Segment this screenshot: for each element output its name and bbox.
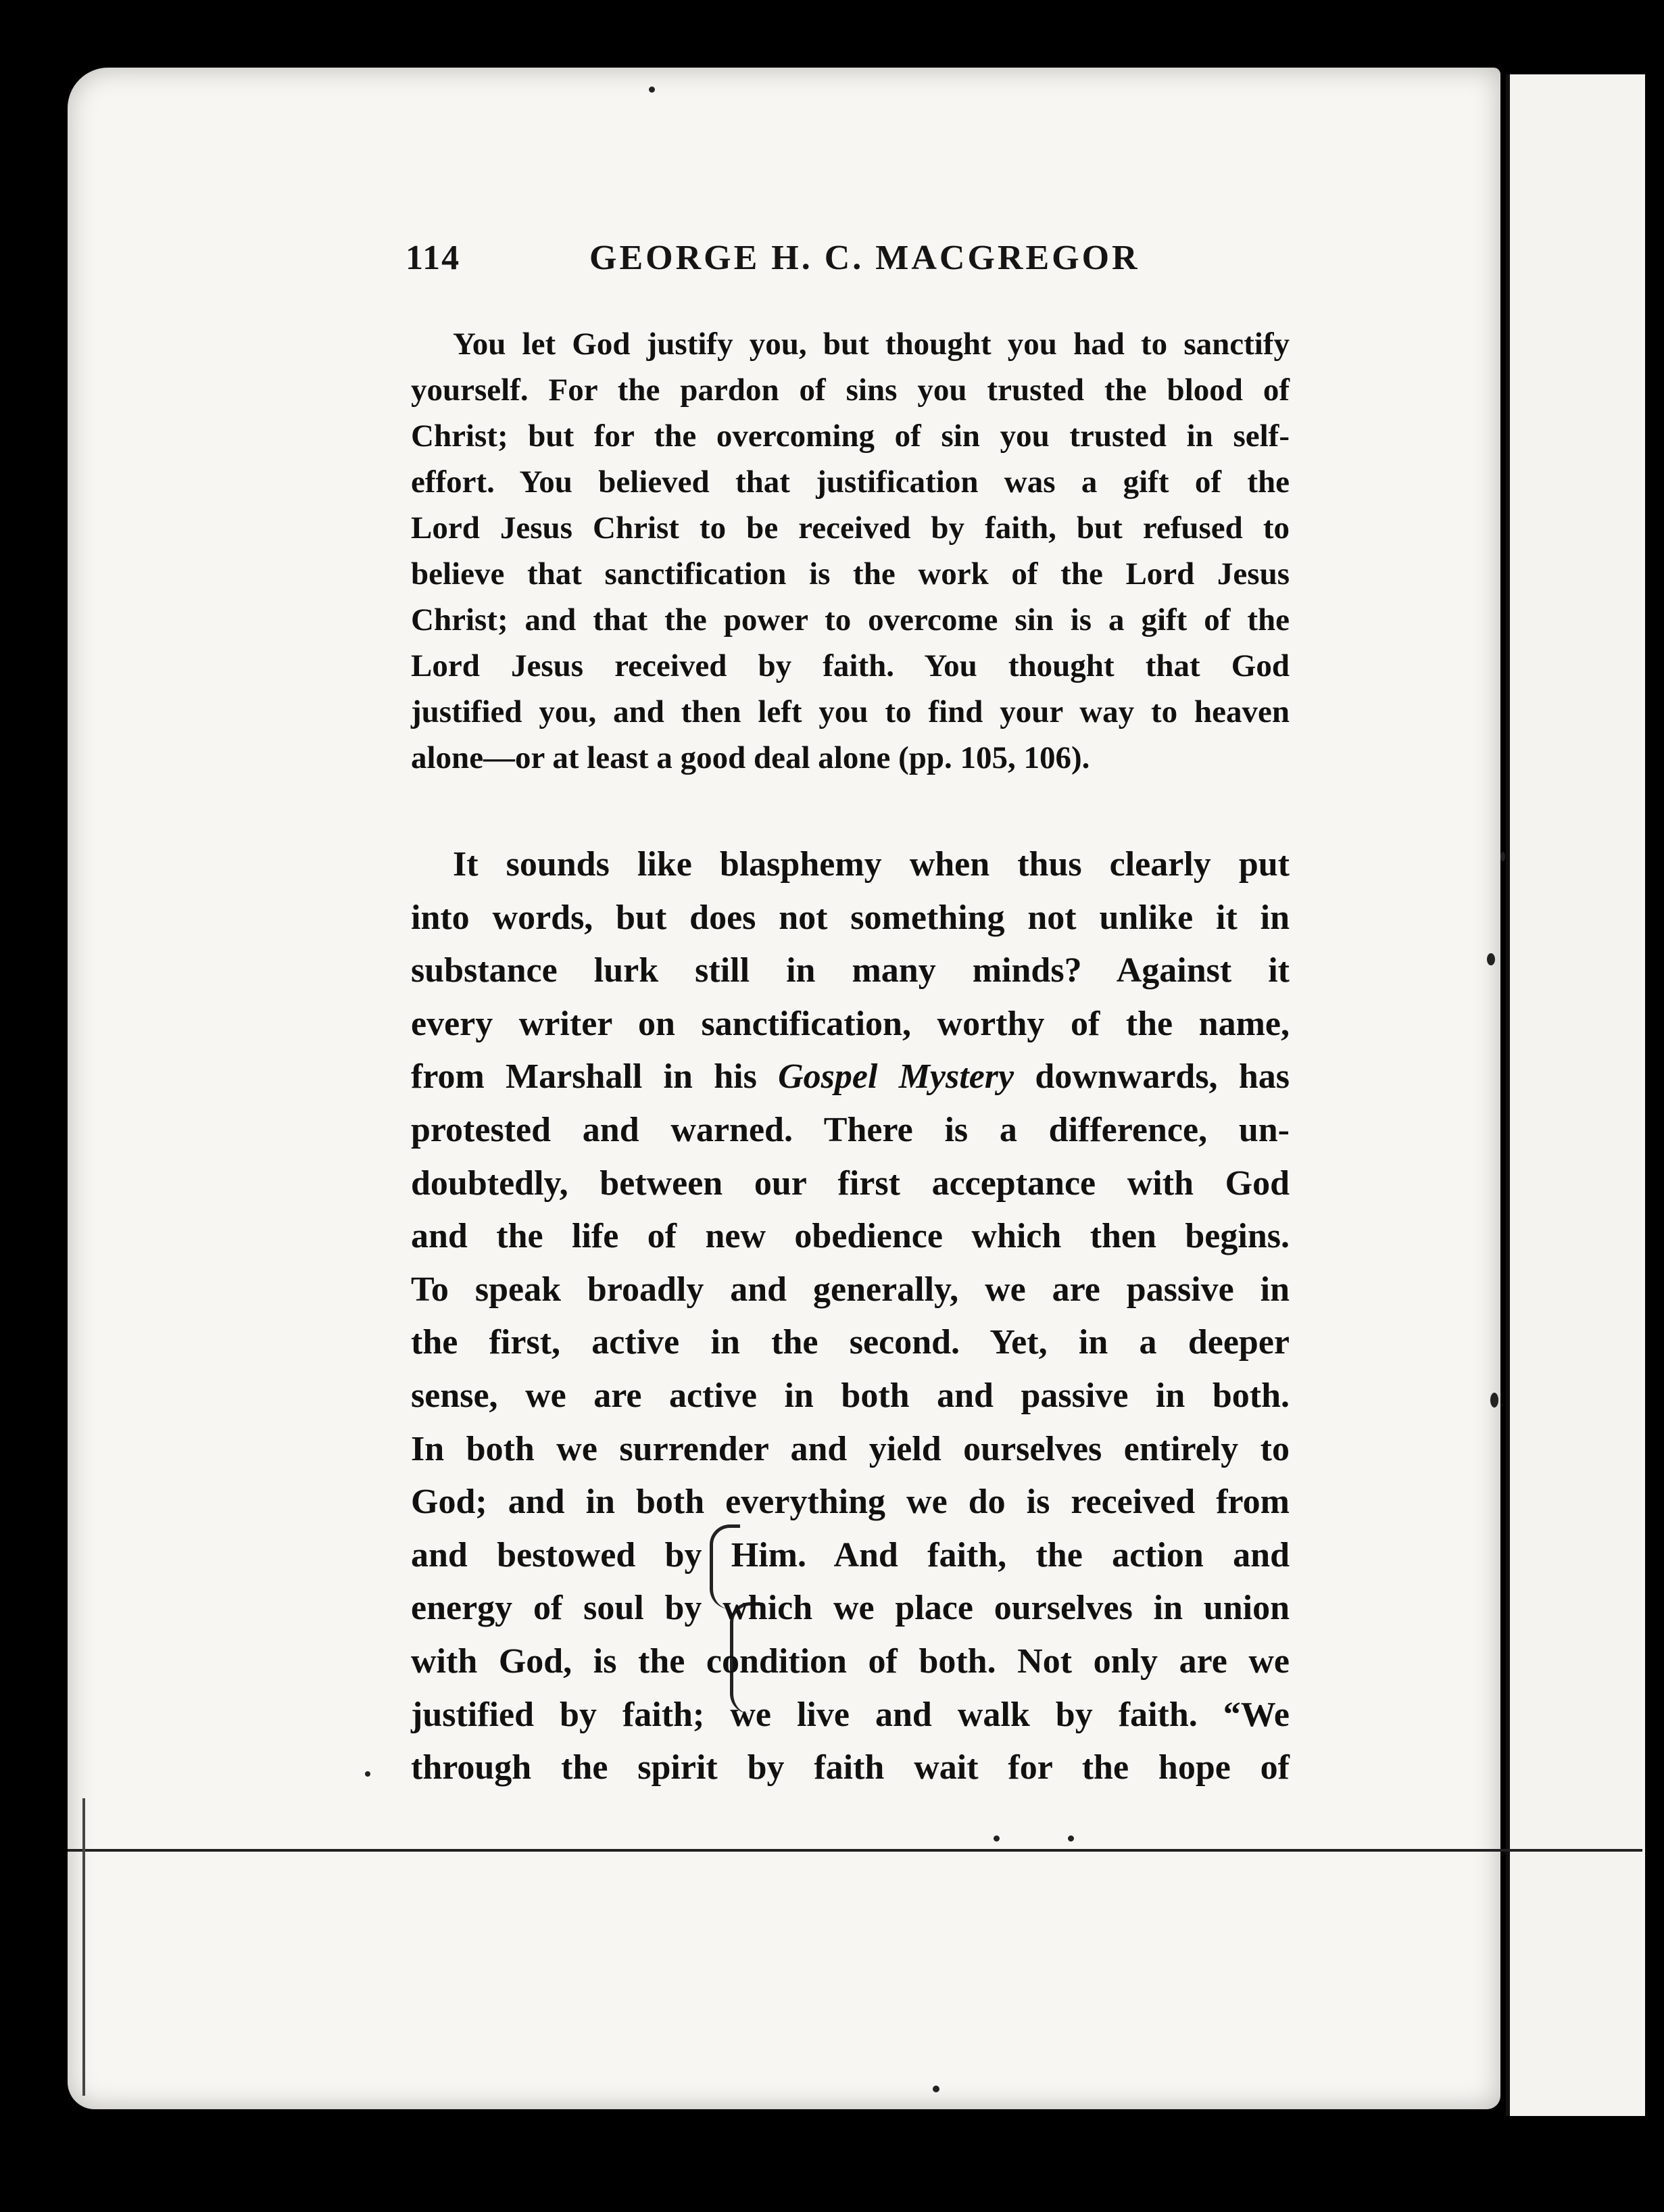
scan-line-horizontal [68, 1849, 1642, 1852]
speck [649, 87, 655, 93]
body-line: sense, we are active in both and passive in both. [411, 1376, 1290, 1415]
body-line: and the life of new obedience which then begins. [411, 1217, 1290, 1256]
body-line: God; and in both everything we do is received from [411, 1483, 1290, 1522]
quote-line: alone—or at least a good deal alone (pp. 105, 106). [411, 740, 1090, 775]
body-line: the first, active in the second. Yet, in a deeper [411, 1323, 1290, 1362]
body-line: In both we surrender and yield ourselves entirely to [411, 1429, 1290, 1468]
speck [365, 1771, 370, 1777]
quote-line: Christ; and that the power to overcome sin is a gift of the [411, 602, 1290, 638]
speck [1490, 1393, 1498, 1408]
page-number: 114 [406, 239, 461, 277]
body-line: energy of soul by which we place ourselves in union [411, 1589, 1290, 1628]
quote-line: yourself. For the pardon of sins you trusted the blood of [411, 372, 1290, 408]
speck [933, 2086, 939, 2092]
body-line: substance lurk still in many minds? Against it [411, 951, 1290, 990]
text-run: downwards, has [1035, 1057, 1290, 1097]
body-line: and bestowed by Him. And faith, the action and [411, 1535, 1290, 1574]
quote-line: justified you, and then left you to find your way to heaven [411, 694, 1290, 729]
block-quotation [411, 321, 1290, 781]
quote-line: effort. You believed that justification was a gift of the [411, 464, 1290, 500]
speck [1500, 852, 1505, 861]
body-line: every writer on sanctification, worthy of the name, [411, 1004, 1290, 1043]
speck [1068, 1835, 1074, 1842]
text-run: from Marshall in his [411, 1057, 757, 1097]
italic-book-title: Gospel Mystery [778, 1057, 1014, 1097]
running-head: GEORGE H. C. MACGREGOR [589, 239, 1140, 277]
quote-line: Lord Jesus Christ to be received by faith, but refused to [411, 510, 1290, 546]
speck [994, 1835, 1000, 1842]
facing-page-edge [1506, 74, 1645, 2116]
quote-line: Christ; but for the overcoming of sin you trusted in self- [411, 418, 1290, 454]
quote-line: Lord Jesus received by faith. You thought that God [411, 648, 1290, 683]
body-line: through the spirit by faith wait for the hope of [411, 1748, 1290, 1787]
body-line: with God, is the condition of both. Not only are we [411, 1641, 1290, 1681]
quote-line: believe that sanctification is the work of the Lord Jesus [411, 556, 1290, 592]
body-line: To speak broadly and generally, we are passive in [411, 1270, 1290, 1309]
body-line-with-italic [411, 1051, 1290, 1104]
quote-line: You let God justify you, but thought you had to sanctify [453, 327, 1290, 362]
page-header [406, 238, 1352, 292]
body-paragraph [411, 838, 1290, 1795]
body-line: It sounds like blasphemy when thus clearly put [453, 845, 1290, 884]
scan-line-vertical [82, 1798, 85, 2096]
body-line: doubtedly, between our first acceptance with God [411, 1163, 1290, 1203]
speck [1487, 953, 1495, 965]
body-line: protested and warned. There is a difference, un- [411, 1110, 1290, 1149]
body-line: justified by faith; we live and walk by faith. “We [411, 1695, 1290, 1734]
body-line: into words, but does not something not unlike it in [411, 898, 1290, 937]
